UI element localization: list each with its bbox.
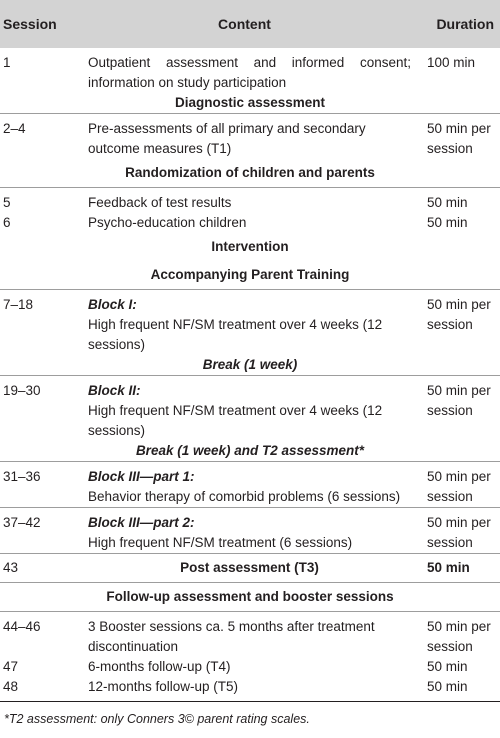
- duration-cell: 50 min per session: [417, 290, 500, 356]
- header-row: [0, 0, 500, 48]
- section-heading: [0, 583, 500, 612]
- content-cell: Psycho-education children: [88, 215, 247, 230]
- section-heading: [0, 159, 500, 188]
- block-description: Behavior therapy of comorbid problems (6 sessions): [88, 489, 401, 504]
- session-cell: 48: [0, 677, 72, 702]
- section-heading: [0, 233, 500, 261]
- section-heading-text: Randomization of children and parents: [125, 165, 375, 180]
- table-row: [0, 213, 500, 233]
- section-heading-text: Diagnostic assessment: [174, 95, 326, 110]
- session-cell: 43: [0, 554, 72, 583]
- content-cell: 3 Booster sessions ca. 5 months after treatment discontinuation: [72, 612, 417, 658]
- session-cell: 37–42: [0, 508, 72, 554]
- duration-cell: 50 min per session: [417, 508, 500, 554]
- duration-cell: 50 min: [417, 188, 500, 214]
- section-heading: [0, 261, 500, 290]
- section-heading: [0, 93, 500, 114]
- session-cell: 6: [3, 215, 11, 230]
- table-footnote: *T2 assessment: only Conners 3© parent rating scales.: [4, 712, 310, 726]
- content-cell: 6-months follow-up (T4): [88, 659, 231, 674]
- header-session: Session: [3, 16, 57, 32]
- block-label: Block III—part 1:: [88, 469, 195, 484]
- block-label: Block I:: [88, 297, 137, 312]
- session-cell: 44–46: [0, 612, 72, 658]
- content-cell: Outpatient assessment and informed consent; information on study participation: [88, 55, 411, 90]
- block-description: High frequent NF/SM treatment over 4 weeks (12 sessions): [88, 403, 383, 438]
- table-row: [0, 290, 500, 356]
- duration-cell: 50 min: [417, 554, 500, 583]
- session-cell: 47: [3, 659, 19, 674]
- table-row: [0, 462, 500, 508]
- section-heading-text: Accompanying Parent Training: [150, 267, 350, 282]
- table-row: [0, 188, 500, 214]
- section-heading-text: Follow-up assessment and booster sessions: [0, 583, 500, 612]
- section-heading: [0, 355, 500, 376]
- block-description: High frequent NF/SM treatment (6 sessions): [88, 535, 353, 550]
- table-row: [0, 376, 500, 442]
- duration-cell: 50 min per session: [417, 462, 500, 508]
- content-cell: [72, 508, 417, 554]
- header-duration: Duration: [436, 16, 494, 32]
- session-cell: 5: [0, 188, 72, 214]
- table-row: [0, 554, 500, 583]
- content-cell: Feedback of test results: [72, 188, 417, 214]
- content-cell: [72, 376, 417, 442]
- table-row: [0, 677, 500, 702]
- session-cell: 31–36: [0, 462, 72, 508]
- duration-cell: 50 min: [427, 215, 468, 230]
- content-cell: [72, 290, 417, 356]
- duration-cell: 50 min: [417, 677, 500, 702]
- content-cell: 12-months follow-up (T5): [72, 677, 417, 702]
- content-cell: [72, 462, 417, 508]
- session-cell: 1: [3, 55, 11, 70]
- content-cell: Post assessment (T3): [72, 554, 417, 583]
- duration-cell: 50 min: [427, 659, 468, 674]
- block-label: Block II:: [88, 383, 141, 398]
- block-description: High frequent NF/SM treatment over 4 weeks (12 sessions): [88, 317, 383, 352]
- table-row: [0, 48, 500, 93]
- table-row: [0, 657, 500, 677]
- content-cell: Pre-assessments of all primary and secondary outcome measures (T1): [72, 114, 417, 160]
- block-label: Block III—part 2:: [88, 515, 195, 530]
- section-heading-text: Break (1 week) and T2 assessment*: [135, 443, 365, 458]
- session-cell: 7–18: [0, 290, 72, 356]
- table-row: [0, 114, 500, 160]
- duration-cell: 50 min per session: [417, 376, 500, 442]
- section-heading: [0, 441, 500, 462]
- session-cell: 19–30: [0, 376, 72, 442]
- duration-cell: 100 min: [427, 55, 476, 70]
- section-heading-text: Intervention: [211, 239, 289, 254]
- table-row: [0, 508, 500, 554]
- table-row: [0, 612, 500, 658]
- section-heading-text: Break (1 week): [202, 357, 298, 372]
- session-cell: 2–4: [0, 114, 72, 160]
- header-content: Content: [218, 16, 271, 32]
- duration-cell: 50 min per session: [417, 114, 500, 160]
- duration-cell: 50 min per session: [417, 612, 500, 658]
